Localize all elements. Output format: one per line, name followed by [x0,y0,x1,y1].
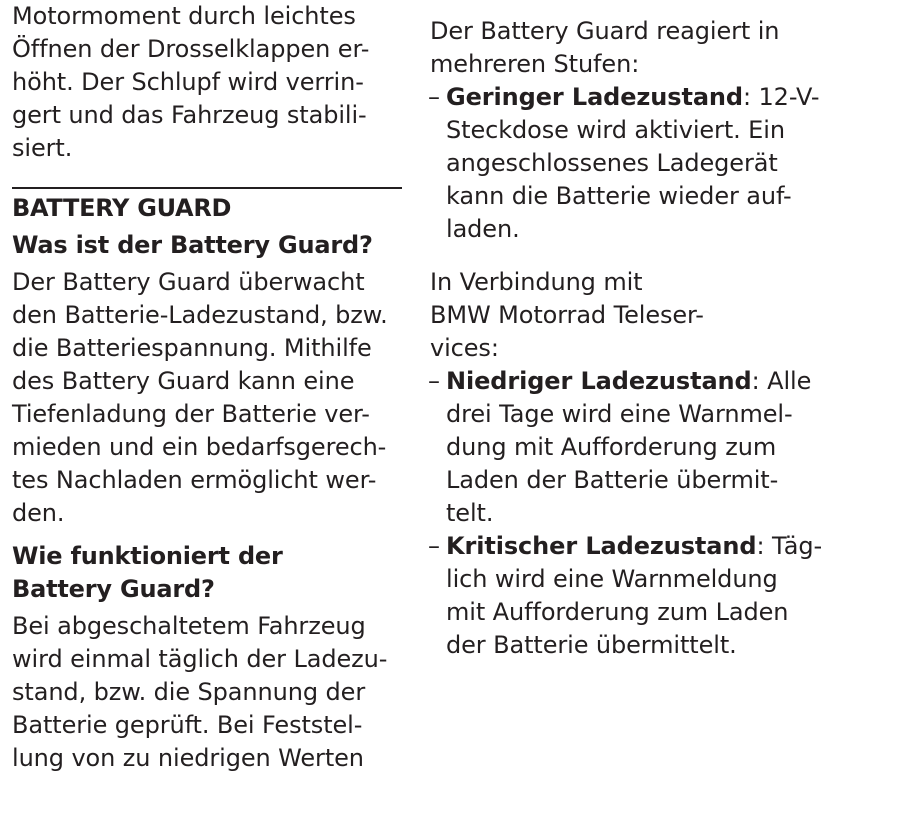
heading-line: Battery Guard? [12,575,215,603]
text-line: höht. Der Schlupf wird verrin- [12,68,364,96]
text-line: Der Battery Guard reagiert in [430,17,780,45]
text-line: drei Tage wird eine Warnmel- [446,400,793,428]
text-line: telt. [446,499,494,527]
list-dash: – [428,83,440,111]
text-line: kann die Batterie wieder auf- [446,182,792,210]
teleservices-paragraph [430,266,850,365]
section-divider [12,187,402,189]
text-line: den Batterie-Ladezustand, bzw. [12,301,388,329]
right-column [430,15,850,662]
list-dash: – [428,532,440,560]
list-item-low-charge [430,81,850,246]
text-line: vices: [430,334,499,362]
list-term: Niedriger Ladezustand [446,367,752,395]
text-line: der Batterie übermittelt. [446,631,737,659]
list-item-lower-charge [430,365,850,530]
list-text: : Alle [751,367,812,395]
question-heading-2 [12,540,404,606]
heading-line: Wie funktioniert der [12,542,283,570]
text-line: angeschlossenes Ladegerät [446,149,778,177]
text-line: BMW Motorrad Teleser- [430,301,704,329]
list-term: Geringer Ladezustand [446,83,743,111]
text-line: tes Nachladen ermöglicht wer- [12,466,377,494]
text-line: Laden der Batterie übermit- [446,466,779,494]
text-line: die Batteriespannung. Mithilfe [12,334,372,362]
text-line: den. [12,499,65,527]
text-line: dung mit Aufforderung zum [446,433,777,461]
text-line: stand, bzw. die Spannung der [12,678,366,706]
text-line: mieden und ein bedarfsgerech- [12,433,387,461]
text-line: siert. [12,134,73,162]
left-column [12,0,404,775]
question-heading-1: Was ist der Battery Guard? [12,231,373,259]
list-term: Kritischer Ladezustand [446,532,757,560]
text-line: lung von zu niedrigen Werten [12,744,364,772]
text-line: wird einmal täglich der Ladezu- [12,645,388,673]
text-line: Der Battery Guard überwacht [12,268,365,296]
text-line: des Battery Guard kann eine [12,367,355,395]
answer-paragraph-2 [12,610,404,775]
text-line: Batterie geprüft. Bei Feststel- [12,711,363,739]
intro-paragraph [12,0,404,165]
text-line: laden. [446,215,520,243]
list-item-critical-charge [430,530,850,662]
section-title: BATTERY GUARD [12,194,232,222]
text-line: Öffnen der Drosselklappen er- [12,35,370,63]
list-text: : Täg- [756,532,823,560]
text-line: lich wird eine Warnmeldung [446,565,778,593]
text-line: Bei abgeschaltetem Fahrzeug [12,612,366,640]
text-line: Motormoment durch leichtes [12,2,356,30]
text-line: In Verbindung mit [430,268,643,296]
text-line: gert und das Fahrzeug stabili- [12,101,367,129]
answer-paragraph-1 [12,266,404,530]
list-text: : 12-V- [743,83,820,111]
text-line: mehreren Stufen: [430,50,640,78]
text-line: mit Aufforderung zum Laden [446,598,789,626]
stages-intro-paragraph [430,15,850,81]
text-line: Tiefenladung der Batterie ver- [12,400,370,428]
text-line: Steckdose wird aktiviert. Ein [446,116,785,144]
list-dash: – [428,367,440,395]
